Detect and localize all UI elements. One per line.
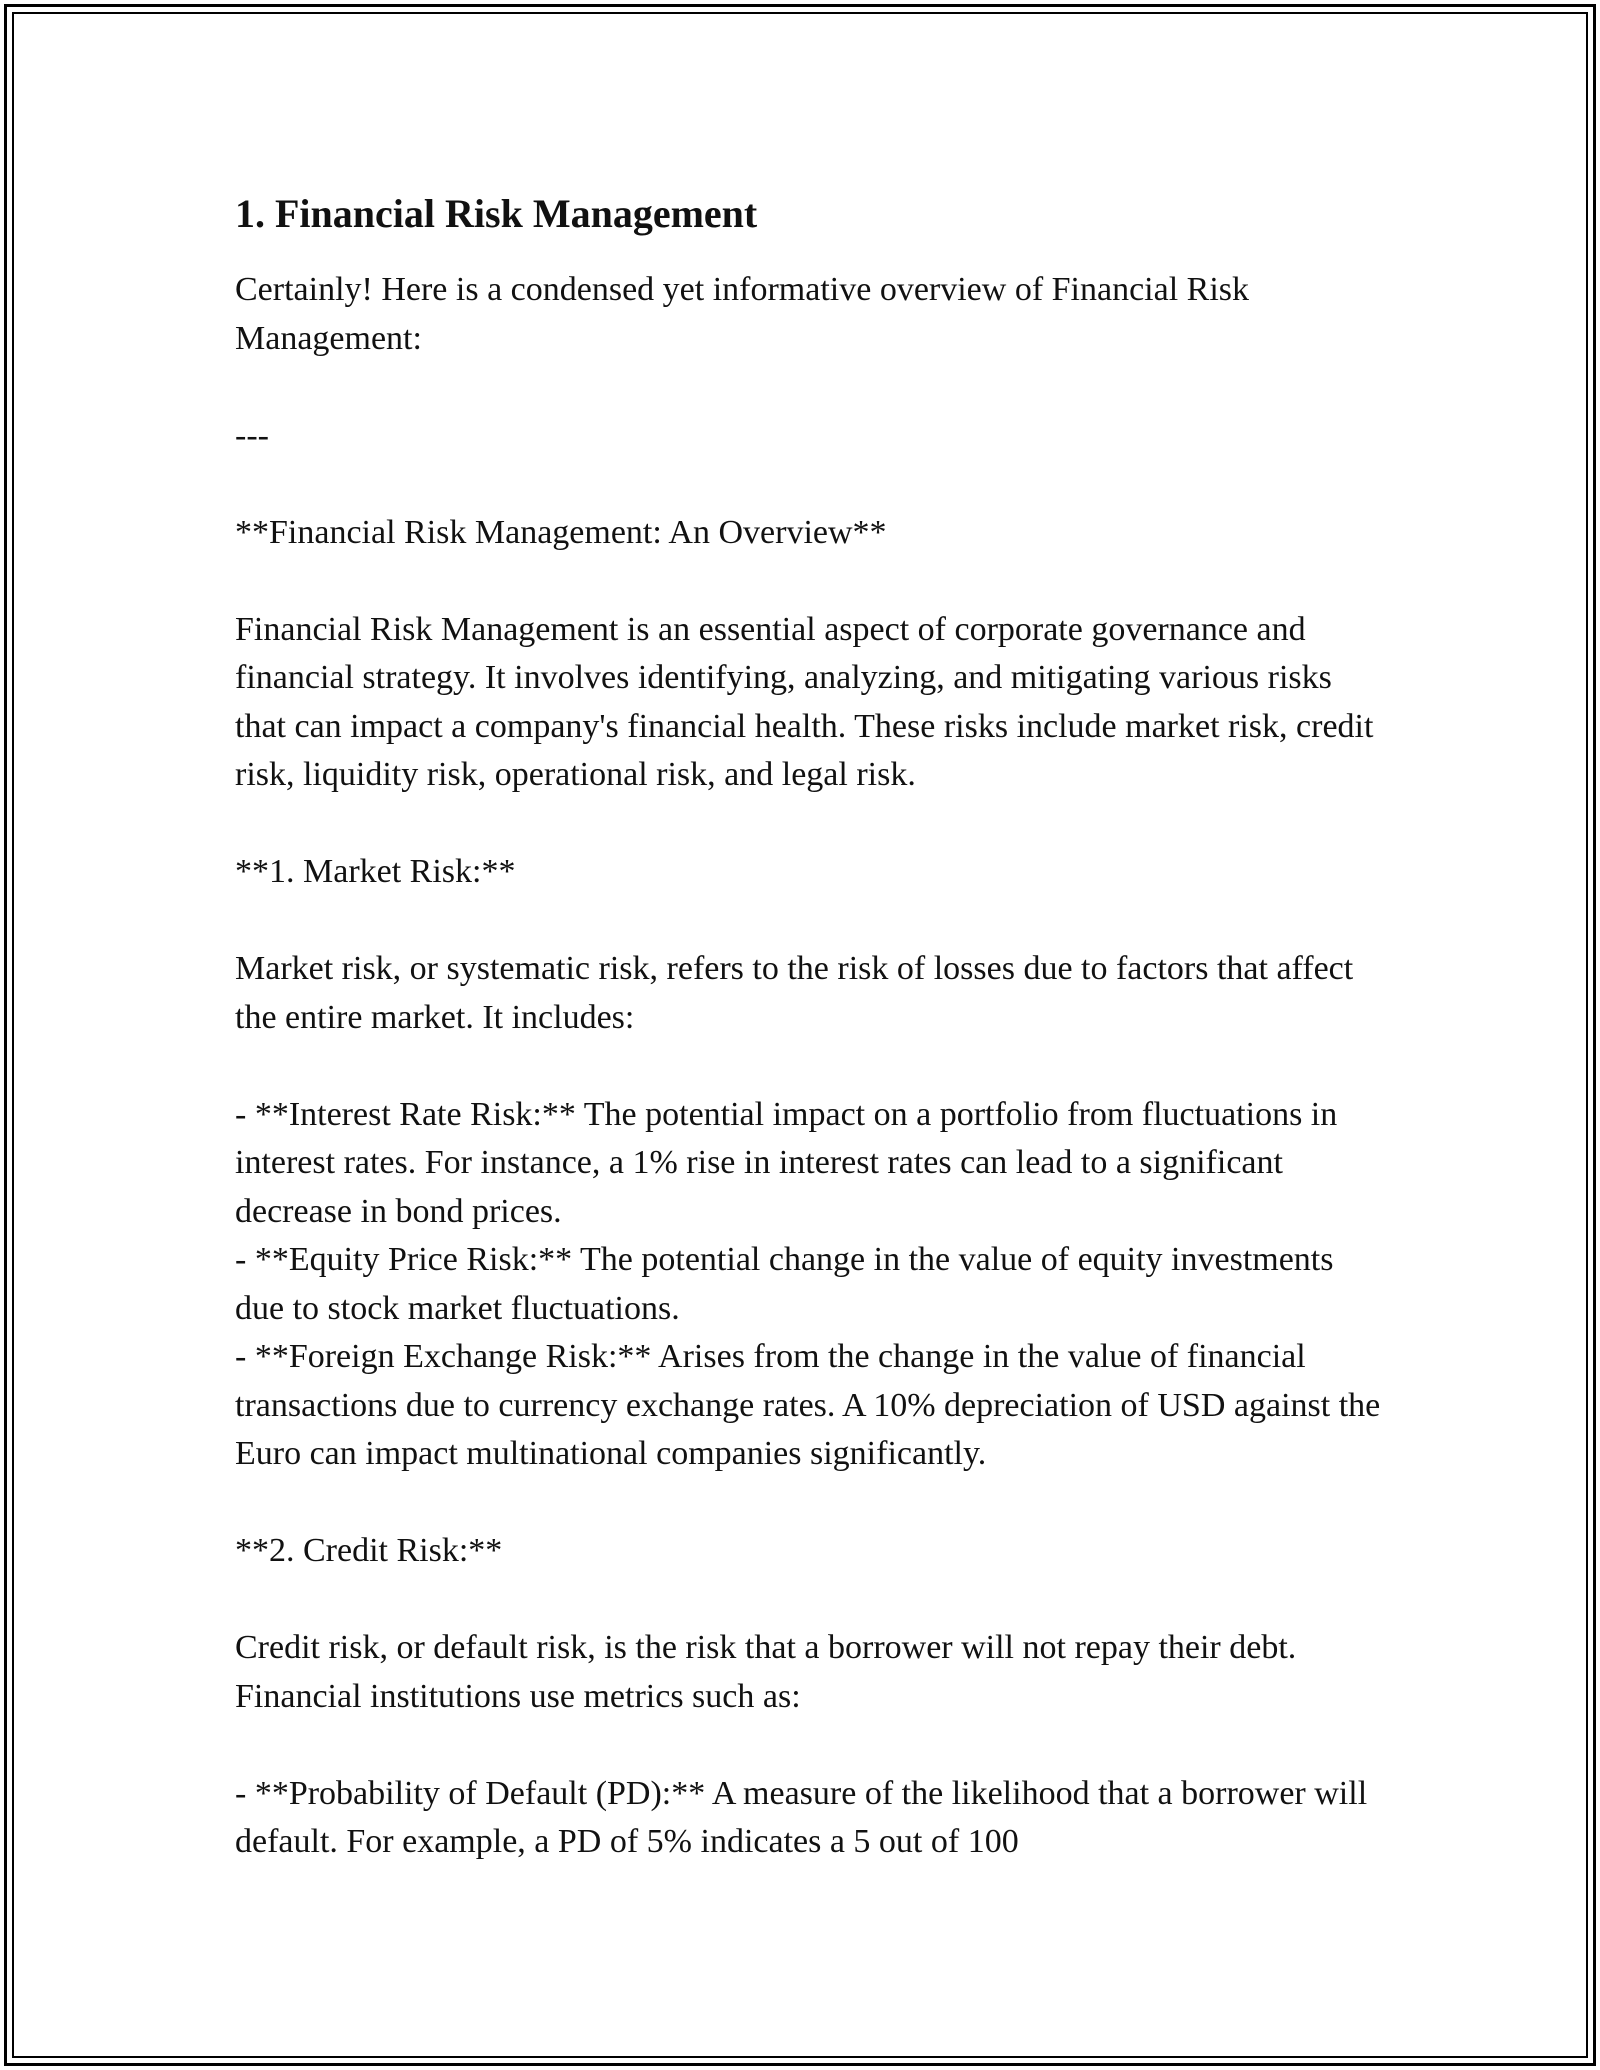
overview-paragraph: Financial Risk Management is an essential aspect of corporate governance and financial strategy. It involves identifying, analyzing, and mitigating various risks that can impact a company's financial health. These risks include market risk, credit risk, liquidity risk, operational risk, and legal risk. [235, 610, 1374, 793]
credit-risk-list: - **Probability of Default (PD):** A measure of the likelihood that a borrower will default. For example, a PD of 5% indicates a 5 out of 100 [235, 1774, 1368, 1860]
market-risk-heading: **1. Market Risk:** [235, 853, 516, 890]
credit-risk-paragraph: Credit risk, or default risk, is the risk that a borrower will not repay their debt. Financial institutions use metrics such as: [235, 1629, 1297, 1715]
market-risk-list: - **Interest Rate Risk:** The potential impact on a portfolio from fluctuations in interest rates. For instance, a 1% rise in interest rates can lead to a significant decrease in bond prices. - **Equity Price Risk:** The potential change in the value of equity investments due to stock market fluctuations. - **Foreign Exchange Risk:** Arises from the change in the value of financial transactions due to currency exchange rates. A 10% depreciation of USD against the Euro can impact multinational companies significantly. [235, 1095, 1381, 1472]
document-body [235, 190, 1385, 1867]
separator-line: --- [235, 416, 269, 454]
document-heading: 1. Financial Risk Management [235, 191, 758, 236]
intro-paragraph: Certainly! Here is a condensed yet informative overview of Financial Risk Management: [235, 271, 1250, 357]
market-risk-paragraph: Market risk, or systematic risk, refers to the risk of losses due to factors that affect the entire market. It includes: [235, 950, 1354, 1036]
overview-title: **Financial Risk Management: An Overview** [235, 513, 887, 551]
credit-risk-heading: **2. Credit Risk:** [235, 1532, 503, 1569]
